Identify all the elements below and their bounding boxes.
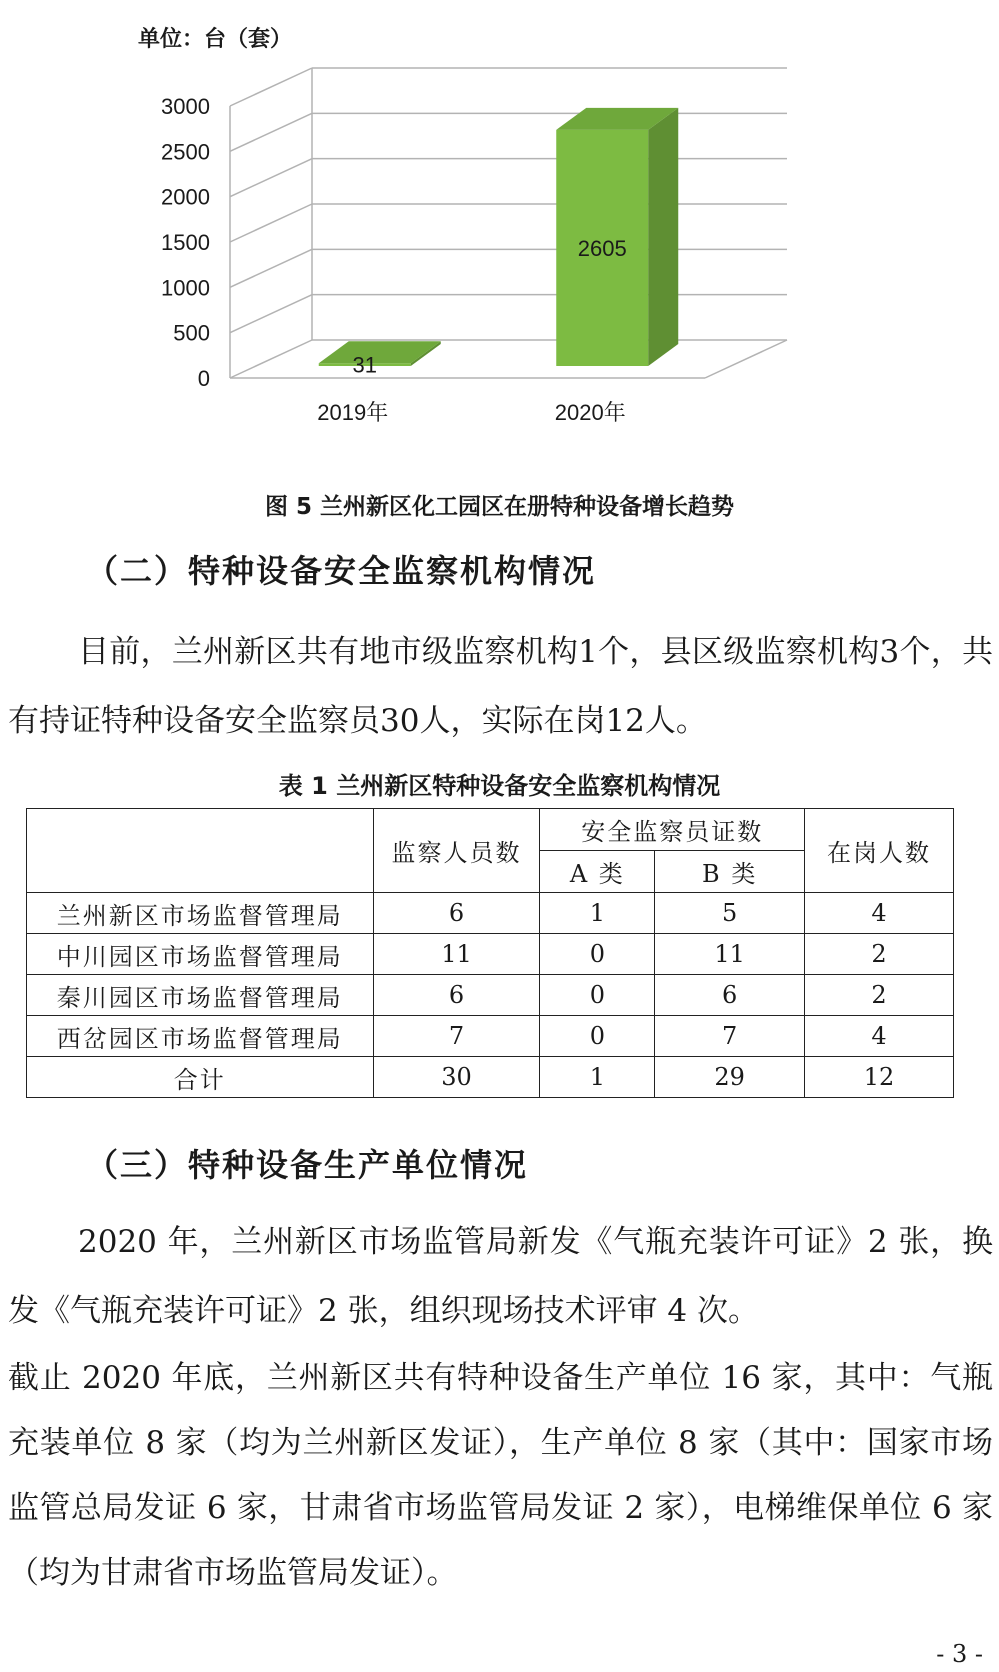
row-class-a: 0 [540, 934, 655, 975]
y-tick-label: 3000 [161, 94, 210, 119]
row-class-a: 0 [540, 975, 655, 1016]
gridline-depth [230, 113, 312, 151]
chart-category-labels [317, 400, 625, 425]
gridline-depth [230, 159, 312, 197]
section-heading-2: （二）特种设备安全监察机构情况 [86, 552, 597, 590]
gridline-depth [230, 249, 312, 287]
header-class-a: A 类 [540, 851, 655, 893]
y-tick-label: 2000 [161, 184, 210, 210]
chart-unit-label: 单位：台（套） [138, 27, 293, 52]
y-tick-label: 1000 [161, 275, 210, 301]
row-staff: 30 [373, 1057, 540, 1098]
section-heading-3: （三）特种设备生产单位情况 [86, 1146, 529, 1184]
table-row [27, 934, 954, 975]
floor-side-edge [705, 340, 787, 378]
gridline-depth [230, 340, 312, 378]
row-class-b: 11 [655, 934, 805, 975]
section-3-paragraph-1: 2020 年，兰州新区市场监管局新发《气瓶充装许可证》2 张，换发《气瓶充装许可证》2 张，组织现场技术评审 4 次。 [8, 1224, 993, 1329]
gridline-depth [230, 204, 312, 242]
table-row [27, 893, 954, 934]
x-category-label: 2020年 [554, 400, 626, 425]
table-row [27, 1016, 954, 1057]
y-tick-label: 2500 [161, 139, 210, 165]
row-class-b: 6 [655, 975, 805, 1016]
table-header-empty [27, 809, 374, 893]
bar-data-label: 2605 [577, 235, 627, 261]
section-3-paragraph-2: 截止 2020 年底，兰州新区共有特种设备生产单位 16 家，其中：气瓶充装单位 8 家（均为兰州新区发证），生产单位 8 家（其中：国家市场监管总局发证 6 家，甘肃省市场监管局发证 2 家），电梯维保单位 6 家（均为甘肃省市场监管局发证）。 [8, 1360, 993, 1591]
row-onduty: 2 [805, 975, 954, 1016]
figure-caption: 图 5 兰州新区化工园区在册特种设备增长趋势 [264, 494, 735, 520]
row-class-b: 7 [655, 1016, 805, 1057]
row-name: 西岔园区市场监督管理局 [27, 1016, 374, 1057]
chart-gridlines [230, 68, 787, 378]
chart-y-tick-labels [161, 94, 210, 391]
row-staff: 6 [373, 975, 540, 1016]
row-name: 秦川园区市场监督管理局 [27, 975, 374, 1016]
row-onduty: 2 [805, 934, 954, 975]
bar-chart [0, 0, 999, 430]
row-staff: 7 [373, 1016, 540, 1057]
row-class-b: 5 [655, 893, 805, 934]
row-staff: 6 [373, 893, 540, 934]
supervision-table [26, 808, 954, 1098]
table-row-total [27, 1057, 954, 1098]
row-class-a: 1 [540, 893, 655, 934]
header-staff: 监察人员数 [373, 809, 540, 893]
row-onduty: 4 [805, 1016, 954, 1057]
y-tick-label: 1500 [161, 230, 210, 255]
gridline-depth [230, 68, 312, 106]
header-cert: 安全监察员证数 [540, 809, 805, 851]
bar [319, 341, 441, 366]
chart-bars [319, 108, 679, 378]
page-number: - 3 - [936, 1640, 983, 1668]
header-onduty: 在岗人数 [805, 809, 954, 893]
row-name: 中川园区市场监督管理局 [27, 934, 374, 975]
row-class-a: 0 [540, 1016, 655, 1057]
row-class-b: 29 [655, 1057, 805, 1098]
gridline-depth [230, 295, 312, 333]
y-tick-label: 0 [197, 366, 210, 391]
header-class-b: B 类 [655, 851, 805, 893]
table-row [27, 975, 954, 1016]
row-onduty: 12 [805, 1057, 954, 1098]
row-class-a: 1 [540, 1057, 655, 1098]
table-caption: 表 1 兰州新区特种设备安全监察机构情况 [278, 772, 721, 800]
bar-data-label: 31 [352, 352, 377, 378]
section-2-paragraph: 目前，兰州新区共有地市级监察机构1个，县区级监察机构3个，共有持证特种设备安全监察员30人，实际在岗12人。 [8, 634, 993, 739]
row-name: 兰州新区市场监督管理局 [27, 893, 374, 934]
row-name: 合计 [27, 1057, 374, 1098]
y-tick-label: 500 [173, 320, 210, 346]
row-staff: 11 [373, 934, 540, 975]
x-category-label: 2019年 [317, 400, 389, 425]
row-onduty: 4 [805, 893, 954, 934]
